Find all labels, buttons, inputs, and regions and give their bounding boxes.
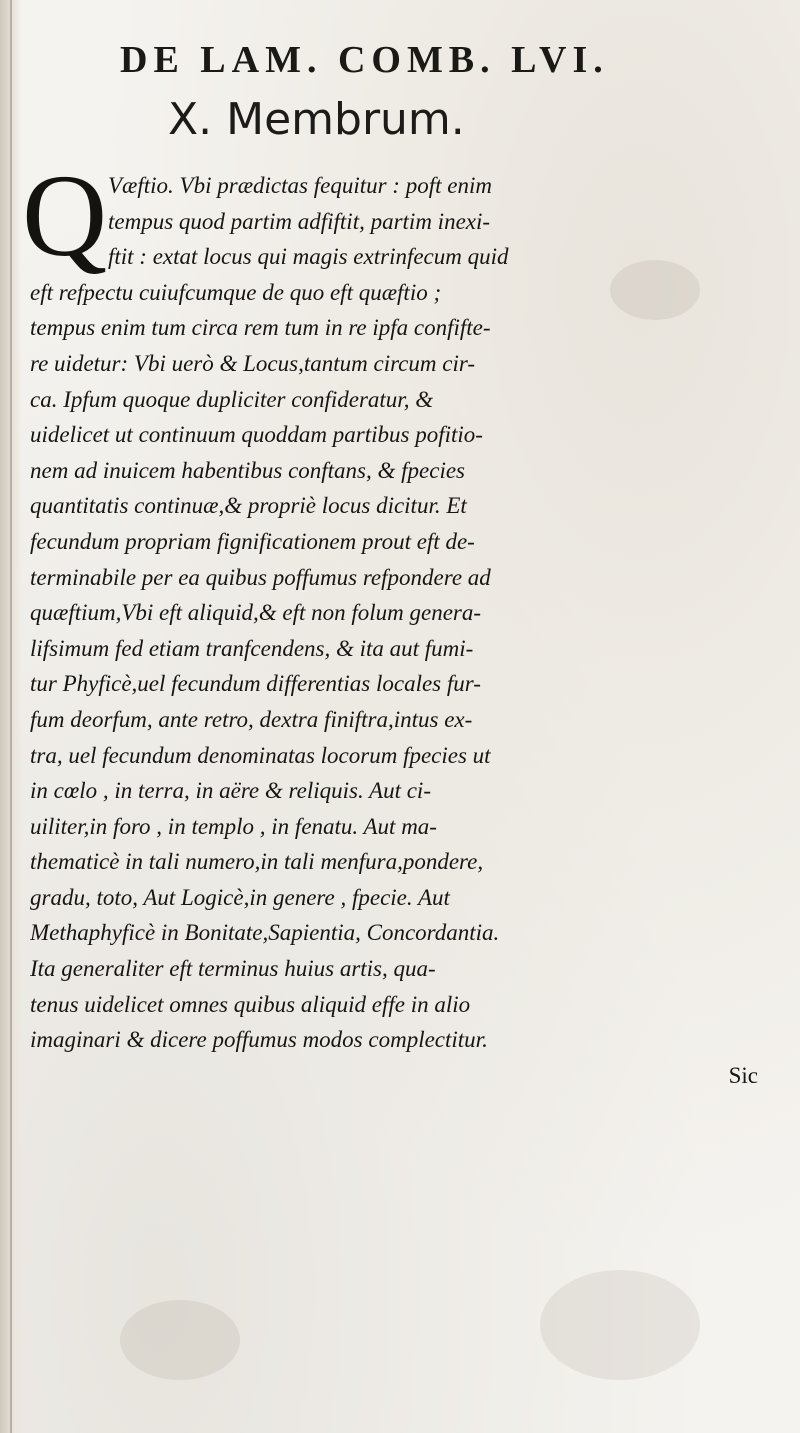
text-line: lifsimum fed etiam tranfcendens, & ita aut fumi- (30, 635, 474, 661)
section-title: X. Membrum. (168, 94, 465, 145)
text-line: thematicè in tali numero,in tali menfura,pondere, (30, 849, 484, 875)
drop-cap-initial: Q (22, 150, 108, 281)
text-line: tra, uel fecundum denominatas locorum fpecies ut (30, 742, 491, 768)
text-line: eft refpectu cuiufcumque de quo eft quæftio ; (30, 279, 442, 305)
text-line: uidelicet ut continuum quoddam partibus pofitio- (30, 422, 483, 448)
text-line: Ita generaliter eft terminus huius artis, qua- (30, 956, 436, 982)
text-line: nem ad inuicem habentibus conftans, & fpecies (30, 457, 466, 483)
running-head: DE LAM. COMB. LVI. (120, 39, 609, 81)
text-line: tur Phyficè,uel fecundum differentias locales fur- (30, 671, 481, 697)
paper-stain (120, 1300, 240, 1380)
text-line: Methaphyficè in Bonitate,Sapientia, Concordantia. (30, 920, 500, 946)
text-line: gradu, toto, Aut Logicè,in genere , fpecie. Aut (30, 884, 450, 910)
body-text (30, 168, 790, 1093)
catchword: Sic (728, 1062, 758, 1088)
text-line: ftit : extat locus qui magis extrinfecum quid (108, 244, 509, 270)
text-line: quantitatis continuæ,& propriè locus dicitur. Et (30, 493, 467, 519)
text-line: in cœlo , in terra, in aëre & reliquis. Aut ci- (30, 778, 431, 804)
text-line: Væftio. Vbi prædictas fequitur : poft enim (108, 173, 492, 198)
text-line: fecundum propriam fignificationem prout eft de- (30, 528, 475, 554)
text-line: imaginari & dicere poffumus modos complectitur. (30, 1027, 488, 1053)
text-line: re uidetur: Vbi uerò & Locus,tantum circum cir- (30, 350, 475, 376)
text-line: tenus uidelicet omnes quibus aliquid effe in alio (30, 991, 471, 1017)
binding-edge (10, 0, 12, 1433)
text-line: fum deorfum, ante retro, dextra finiftra,intus ex- (30, 706, 473, 732)
text-line: terminabile per ea quibus poffumus refpondere ad (30, 564, 491, 590)
text-line: uiliter,in foro , in templo , in fenatu. Aut ma- (30, 813, 437, 839)
paper-stain (540, 1270, 700, 1380)
text-line: quæftium,Vbi eft aliquid,& eft non folum genera- (30, 600, 482, 626)
text-line: ca. Ipfum quoque dupliciter confideratur, & (30, 386, 434, 412)
text-line: tempus enim tum circa rem tum in re ipfa confifte- (30, 315, 491, 341)
text-line: tempus quod partim adfiftit, partim inexi- (108, 208, 491, 234)
